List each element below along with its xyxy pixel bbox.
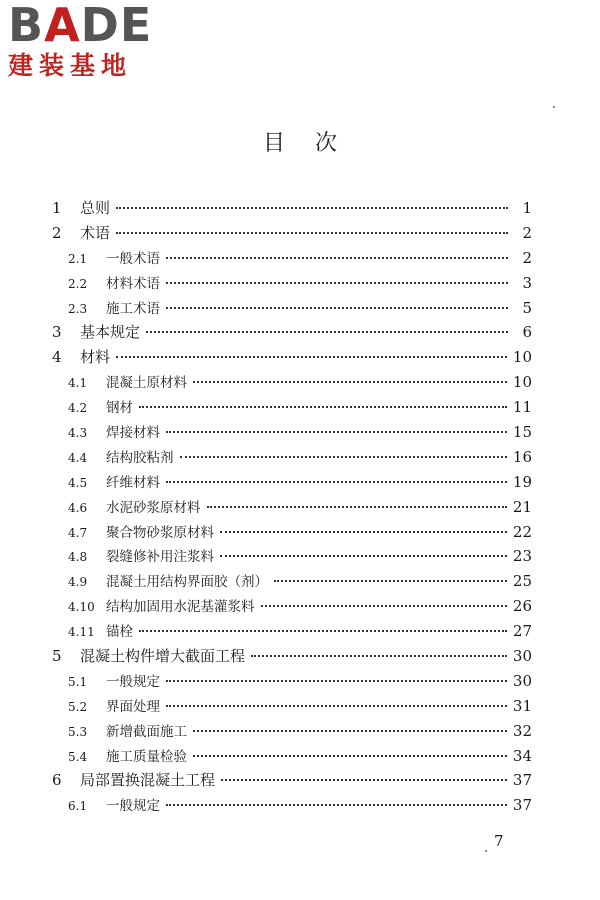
- toc-leader-dots: [207, 506, 507, 508]
- toc-entry-page: 11: [512, 398, 532, 417]
- toc-leader-dots: [116, 232, 508, 234]
- toc-entry-number: 4.3: [68, 426, 88, 441]
- toc-leader-dots: [193, 755, 507, 757]
- toc-leader-dots: [221, 779, 507, 781]
- toc-entry-label: 结构胶粘剂: [106, 449, 174, 466]
- toc-entry-number: 3: [52, 323, 62, 342]
- toc-entry-number: 4.11: [68, 625, 95, 640]
- page-number: 7: [494, 832, 504, 850]
- scan-speck: [485, 850, 487, 852]
- toc-entry-label: 锚栓: [106, 624, 133, 641]
- toc-entry-number: 4.7: [68, 525, 88, 540]
- toc-entry[interactable]: [52, 719, 532, 744]
- toc-entry-number: 4.5: [68, 475, 88, 490]
- toc-entry-number: 5.4: [68, 749, 88, 764]
- toc-entry-number: 1: [52, 199, 62, 217]
- toc-entry-label: 基本规定: [80, 323, 141, 342]
- toc-entry-number: 5.1: [68, 674, 88, 689]
- toc-leader-dots: [166, 307, 508, 309]
- bade-logo: [8, 2, 152, 82]
- toc-entry-label: 裂缝修补用注浆料: [106, 549, 214, 566]
- toc-entry-page: 5: [522, 298, 532, 317]
- toc-entry-label: 混凝土用结构界面胶（剂）: [106, 574, 268, 591]
- toc-entry-page: 34: [512, 746, 532, 765]
- toc-entry[interactable]: [52, 470, 532, 495]
- toc-entry-page: 15: [512, 423, 532, 442]
- toc-entry-label: 一般规定: [106, 673, 160, 690]
- toc-entry-label: 一般规定: [106, 798, 160, 815]
- toc-entry-label: 纤维材料: [106, 474, 160, 491]
- toc-entry-page: 30: [512, 647, 532, 666]
- toc-entry[interactable]: [52, 793, 532, 818]
- toc-leader-dots: [193, 730, 507, 732]
- toc-entry[interactable]: [52, 594, 532, 619]
- toc-entry-page: 10: [512, 373, 532, 392]
- toc-entry-label: 结构加固用水泥基灌浆料: [106, 599, 255, 616]
- table-of-contents: [52, 196, 532, 818]
- toc-entry-label: 施工质量检验: [106, 748, 187, 765]
- toc-entry-page: 31: [512, 696, 532, 715]
- toc-entry[interactable]: [52, 221, 532, 246]
- toc-entry[interactable]: [52, 644, 532, 669]
- toc-leader-dots: [220, 531, 507, 533]
- toc-entry-number: 4.9: [68, 575, 88, 590]
- logo-letter-a: A: [44, 0, 81, 52]
- toc-leader-dots: [193, 381, 507, 383]
- toc-leader-dots: [146, 331, 508, 333]
- toc-entry-page: 6: [522, 323, 532, 342]
- toc-entry-number: 6.1: [68, 799, 88, 814]
- toc-entry[interactable]: [52, 669, 532, 694]
- logo-subtitle: 建装基地: [8, 51, 133, 80]
- toc-entry-page: 21: [512, 497, 532, 516]
- toc-entry-page: 10: [512, 348, 532, 367]
- toc-entry-number: 5.2: [68, 699, 88, 714]
- toc-entry-page: 22: [512, 522, 532, 541]
- toc-leader-dots: [139, 406, 507, 408]
- toc-leader-dots: [139, 630, 507, 632]
- toc-entry-label: 混凝土构件增大截面工程: [80, 647, 246, 666]
- toc-entry-number: 6: [52, 771, 62, 790]
- toc-entry-label: 术语: [80, 223, 111, 242]
- toc-entry-label: 混凝土原材料: [106, 375, 187, 392]
- toc-entry-label: 界面处理: [106, 698, 160, 715]
- toc-entry-label: 施工术语: [106, 300, 160, 317]
- toc-entry-label: 新增截面施工: [106, 723, 187, 740]
- toc-entry[interactable]: [52, 744, 532, 769]
- toc-entry[interactable]: [52, 619, 532, 644]
- toc-entry-page: 37: [512, 796, 532, 815]
- toc-entry[interactable]: [52, 694, 532, 719]
- toc-entry-page: 16: [512, 447, 532, 466]
- toc-entry[interactable]: [52, 395, 532, 420]
- toc-entry-number: 5.3: [68, 724, 88, 739]
- toc-entry-number: 4.10: [68, 600, 95, 615]
- toc-entry[interactable]: [52, 569, 532, 594]
- scan-speck: [553, 106, 555, 108]
- toc-entry-page: 1: [522, 199, 532, 217]
- toc-leader-dots: [166, 804, 507, 806]
- toc-entry-label: 一般术语: [106, 250, 160, 267]
- toc-entry[interactable]: [52, 246, 532, 271]
- toc-leader-dots: [166, 257, 508, 259]
- toc-entry-label: 局部置换混凝土工程: [80, 771, 216, 790]
- toc-leader-dots: [166, 680, 507, 682]
- toc-entry-label: 材料: [80, 348, 111, 367]
- toc-entry-page: 25: [512, 572, 532, 591]
- toc-entry-number: 4.8: [68, 550, 88, 565]
- toc-entry-number: 2.2: [68, 276, 88, 291]
- toc-entry[interactable]: [52, 768, 532, 793]
- toc-leader-dots: [116, 207, 508, 209]
- toc-entry-page: 23: [512, 547, 532, 566]
- toc-leader-dots: [251, 655, 507, 657]
- toc-leader-dots: [166, 282, 508, 284]
- toc-entry-number: 4.6: [68, 500, 88, 515]
- toc-entry-page: 26: [512, 597, 532, 616]
- toc-leader-dots: [180, 456, 507, 458]
- toc-entry-label: 总则: [80, 199, 111, 217]
- toc-entry-page: 2: [522, 248, 532, 267]
- logo-letters-de: DE: [80, 0, 153, 52]
- page-title: 目次: [262, 131, 367, 156]
- toc-entry[interactable]: [52, 196, 532, 221]
- toc-entry[interactable]: [52, 420, 532, 445]
- toc-entry-page: 32: [512, 721, 532, 740]
- toc-entry[interactable]: [52, 320, 532, 345]
- toc-entry-label: 材料术语: [106, 275, 160, 292]
- logo-wordmark: [8, 0, 153, 52]
- toc-entry[interactable]: [52, 296, 532, 321]
- toc-entry[interactable]: [52, 445, 532, 470]
- toc-entry-number: 4.1: [68, 376, 88, 391]
- toc-entry-number: 2.1: [68, 251, 88, 266]
- toc-entry-label: 水泥砂浆原材料: [106, 499, 201, 516]
- toc-entry-number: 2.3: [68, 301, 88, 316]
- toc-leader-dots: [166, 705, 507, 707]
- toc-leader-dots: [116, 356, 507, 358]
- toc-entry-number: 5: [52, 647, 62, 666]
- toc-entry-page: 3: [522, 273, 532, 292]
- toc-entry-page: 2: [522, 223, 532, 242]
- toc-entry[interactable]: [52, 544, 532, 569]
- toc-entry-label: 焊接材料: [106, 425, 160, 442]
- toc-entry-label: 钢材: [106, 400, 133, 417]
- toc-leader-dots: [274, 580, 507, 582]
- toc-entry-page: 19: [512, 472, 532, 491]
- toc-entry[interactable]: [52, 520, 532, 545]
- toc-leader-dots: [166, 431, 507, 433]
- toc-entry-page: 30: [512, 671, 532, 690]
- logo-letter-b: B: [8, 0, 45, 52]
- toc-entry-number: 2: [52, 223, 62, 242]
- toc-entry-page: 27: [512, 622, 532, 641]
- toc-entry[interactable]: [52, 495, 532, 520]
- toc-entry-label: 聚合物砂浆原材料: [106, 524, 214, 541]
- toc-entry-page: 37: [512, 771, 532, 790]
- toc-entry-number: 4: [52, 348, 62, 367]
- toc-entry-number: 4.2: [68, 401, 88, 416]
- toc-leader-dots: [166, 481, 507, 483]
- toc-entry-number: 4.4: [68, 450, 88, 465]
- toc-entry[interactable]: [52, 345, 532, 370]
- toc-entry[interactable]: [52, 271, 532, 296]
- toc-leader-dots: [220, 555, 507, 557]
- toc-leader-dots: [261, 605, 507, 607]
- toc-entry[interactable]: [52, 370, 532, 395]
